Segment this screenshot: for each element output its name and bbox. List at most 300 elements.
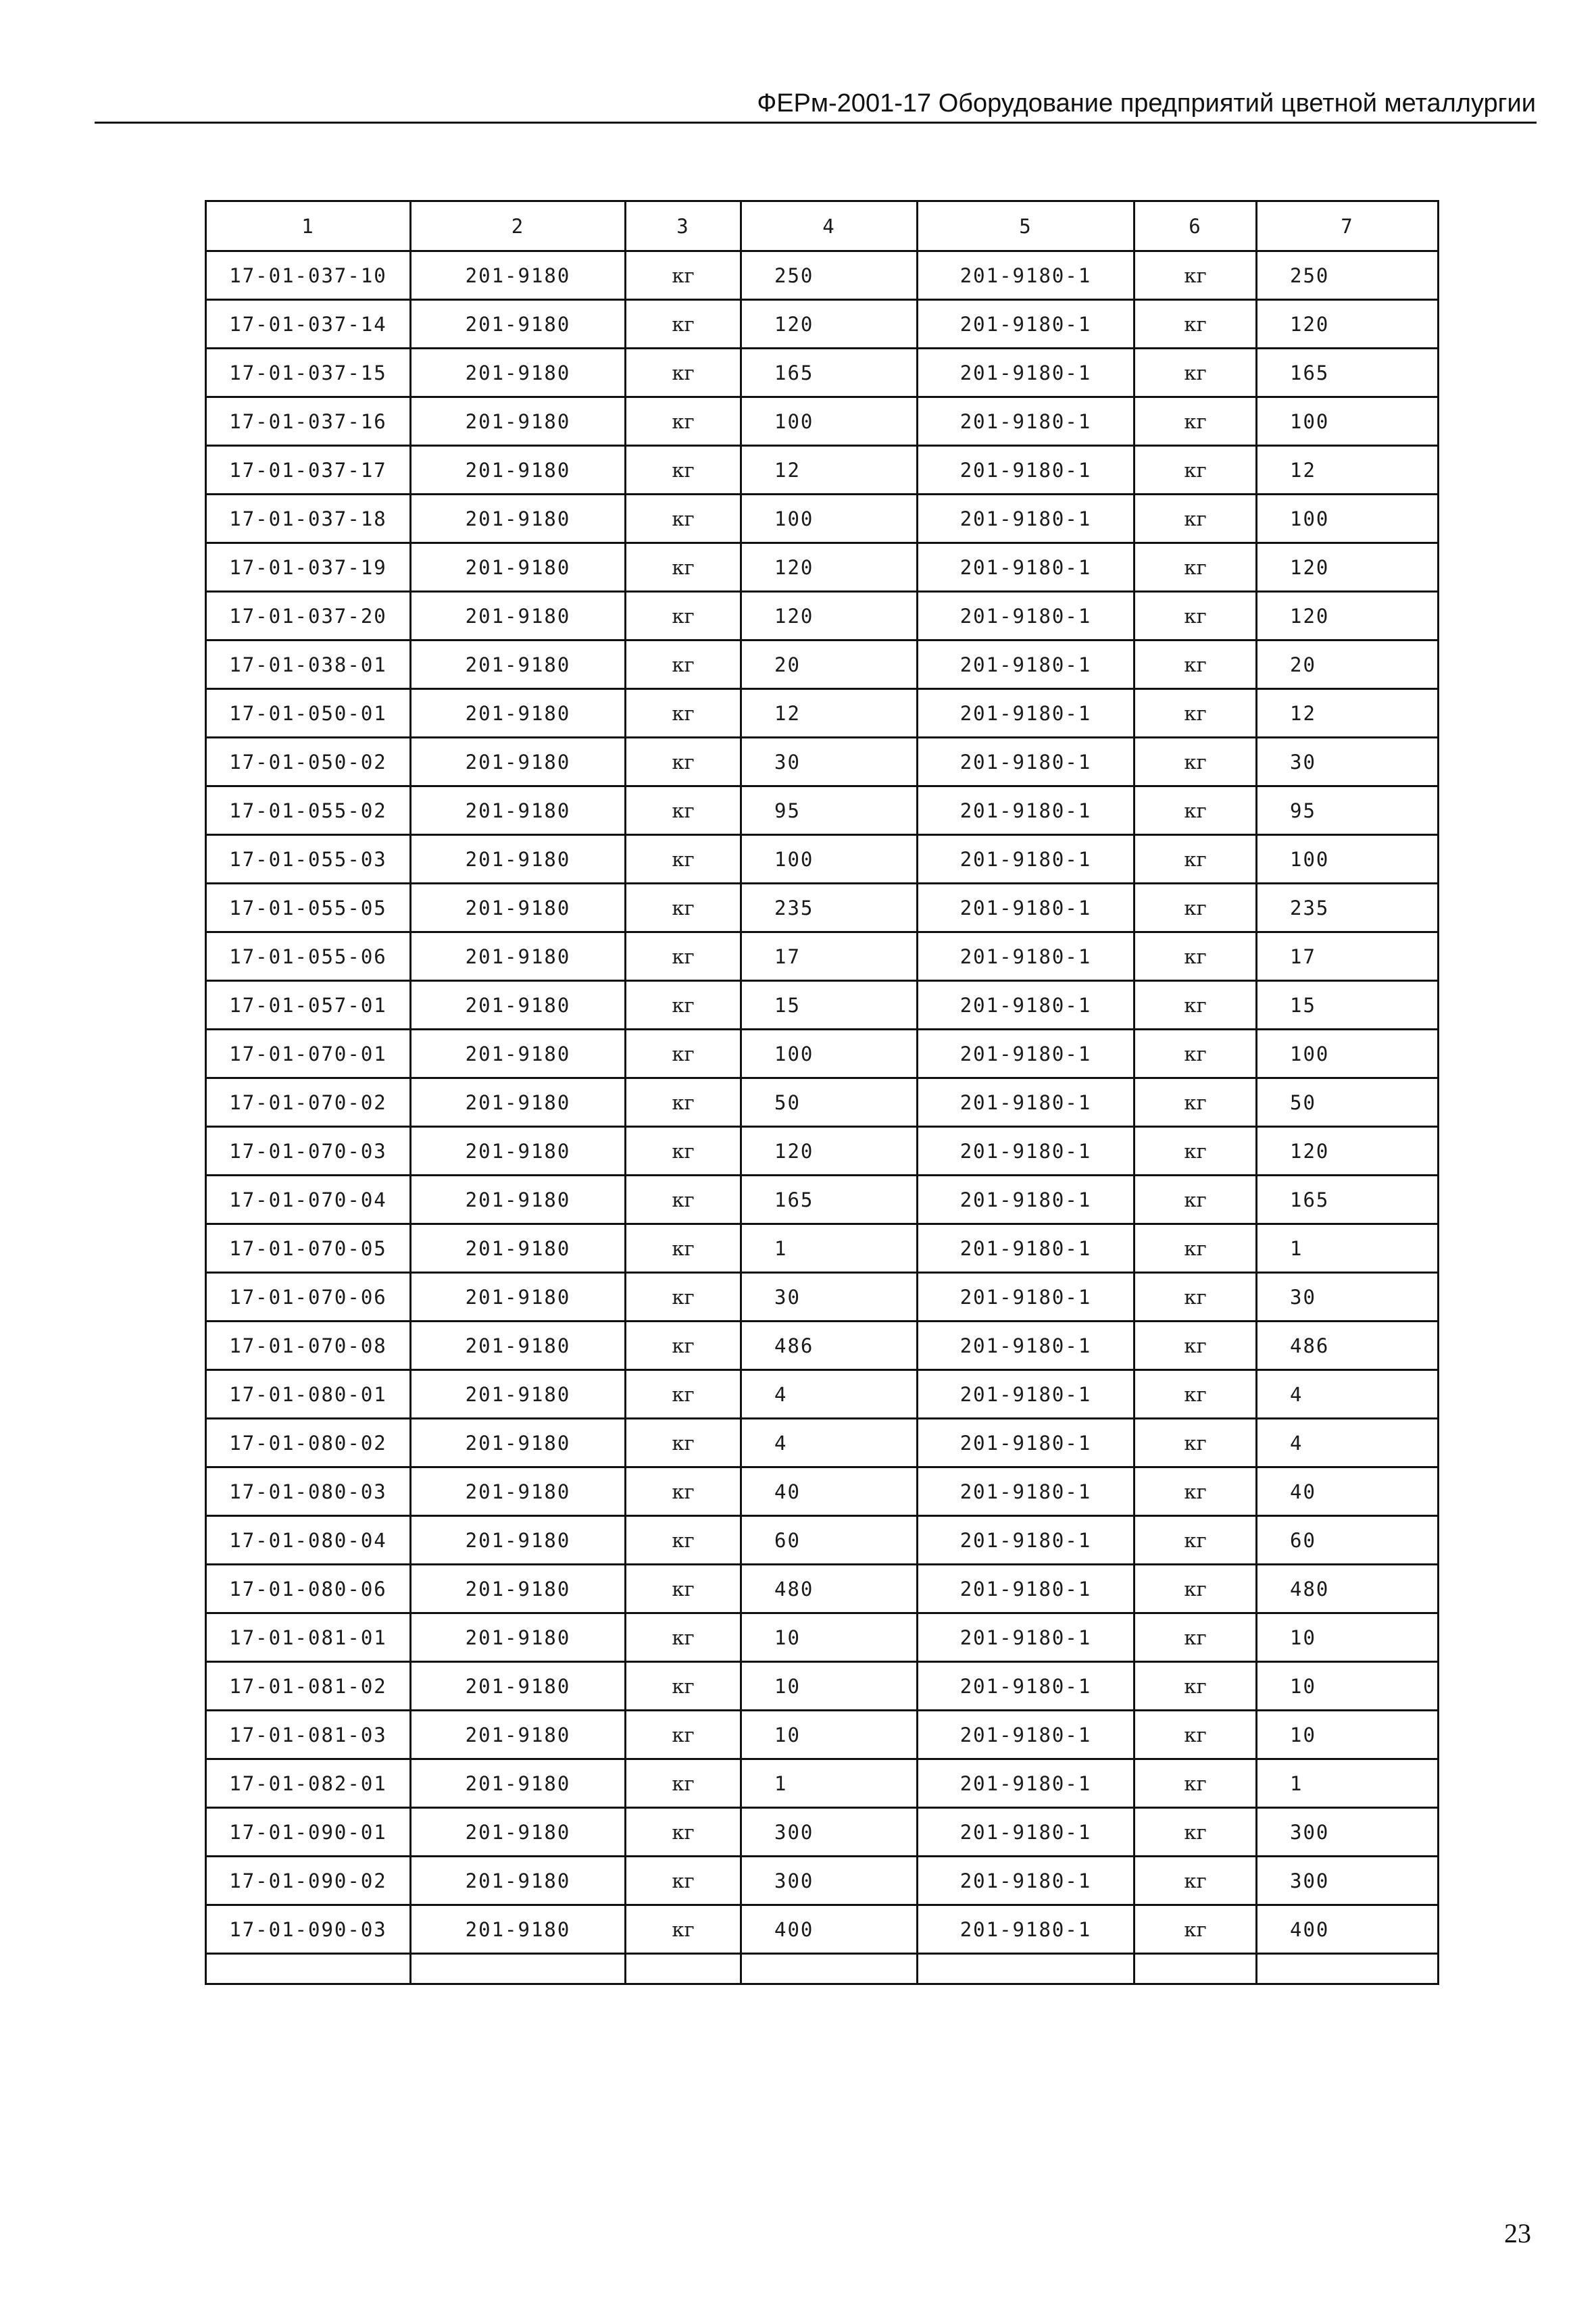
- unit-cell: кг: [626, 1565, 741, 1613]
- replacement-code-cell: 201-9180-1: [918, 592, 1134, 640]
- quantity-cell: 165: [741, 1176, 918, 1224]
- column-header: 7: [1257, 201, 1439, 251]
- table-row: [206, 884, 1439, 932]
- replacement-quantity-cell: 4: [1257, 1370, 1439, 1419]
- table-row: [206, 543, 1439, 592]
- resource-code-cell: 201-9180: [411, 932, 626, 981]
- replacement-quantity-cell: 250: [1257, 251, 1439, 300]
- unit-cell: кг: [626, 1759, 741, 1808]
- replacement-quantity-cell: 100: [1257, 1030, 1439, 1078]
- replacement-quantity-cell: 100: [1257, 495, 1439, 543]
- resource-code-cell: 201-9180: [411, 689, 626, 738]
- header-rule: [95, 122, 1537, 124]
- quantity-cell: 400: [741, 1905, 918, 1954]
- resource-code-cell: 201-9180: [411, 1905, 626, 1954]
- replacement-unit-cell: кг: [1134, 932, 1257, 981]
- replacement-quantity-cell: 120: [1257, 300, 1439, 349]
- unit-cell: кг: [626, 592, 741, 640]
- replacement-quantity-cell: 300: [1257, 1857, 1439, 1905]
- replacement-quantity-cell: 30: [1257, 1273, 1439, 1322]
- code-cell: 17-01-070-02: [206, 1078, 411, 1127]
- replacement-code-cell: 201-9180-1: [918, 1370, 1134, 1419]
- column-header: 5: [918, 201, 1134, 251]
- table-row: [206, 1857, 1439, 1905]
- quantity-cell: 17: [741, 932, 918, 981]
- unit-cell: кг: [626, 1905, 741, 1954]
- resource-code-cell: 201-9180: [411, 543, 626, 592]
- column-header: 3: [626, 201, 741, 251]
- quantity-cell: 30: [741, 1273, 918, 1322]
- quantity-cell: 4: [741, 1419, 918, 1467]
- replacement-unit-cell: кг: [1134, 1176, 1257, 1224]
- quantity-cell: 10: [741, 1711, 918, 1759]
- replacement-quantity-cell: 100: [1257, 835, 1439, 884]
- resource-code-cell: 201-9180: [411, 1127, 626, 1176]
- quantity-cell: 12: [741, 446, 918, 495]
- replacement-quantity-cell: 30: [1257, 738, 1439, 786]
- table-row: [206, 1565, 1439, 1613]
- code-cell: 17-01-070-01: [206, 1030, 411, 1078]
- code-cell: 17-01-070-03: [206, 1127, 411, 1176]
- replacement-unit-cell: кг: [1134, 592, 1257, 640]
- unit-cell: кг: [626, 1808, 741, 1857]
- replacement-quantity-cell: 165: [1257, 349, 1439, 397]
- column-header: 2: [411, 201, 626, 251]
- quantity-cell: 1: [741, 1224, 918, 1273]
- unit-cell: кг: [626, 543, 741, 592]
- code-cell: 17-01-037-18: [206, 495, 411, 543]
- replacement-quantity-cell: 480: [1257, 1565, 1439, 1613]
- replacement-code-cell: 201-9180-1: [918, 397, 1134, 446]
- resource-code-cell: 201-9180: [411, 1370, 626, 1419]
- page-number: 23: [1504, 2218, 1531, 2248]
- resource-code-cell: 201-9180: [411, 592, 626, 640]
- replacement-code-cell: 201-9180-1: [918, 1613, 1134, 1662]
- replacement-code-cell: 201-9180-1: [918, 1273, 1134, 1322]
- resource-code-cell: 201-9180: [411, 251, 626, 300]
- replacement-unit-cell: кг: [1134, 1905, 1257, 1954]
- replacement-quantity-cell: 235: [1257, 884, 1439, 932]
- replacement-quantity-cell: 17: [1257, 932, 1439, 981]
- quantity-cell: 250: [741, 251, 918, 300]
- replacement-quantity-cell: 1: [1257, 1224, 1439, 1273]
- code-cell: 17-01-070-04: [206, 1176, 411, 1224]
- code-cell: 17-01-037-20: [206, 592, 411, 640]
- replacement-code-cell: 201-9180-1: [918, 1808, 1134, 1857]
- quantity-cell: 50: [741, 1078, 918, 1127]
- quantity-cell: 120: [741, 592, 918, 640]
- table-row: [206, 1905, 1439, 1954]
- replacement-code-cell: 201-9180-1: [918, 1565, 1134, 1613]
- resource-code-cell: 201-9180: [411, 1613, 626, 1662]
- code-cell: 17-01-080-04: [206, 1516, 411, 1565]
- unit-cell: кг: [626, 1662, 741, 1711]
- table-row: [206, 932, 1439, 981]
- replacement-unit-cell: кг: [1134, 835, 1257, 884]
- code-cell: 17-01-080-01: [206, 1370, 411, 1419]
- resource-code-cell: 201-9180: [411, 1662, 626, 1711]
- replacement-code-cell: 201-9180-1: [918, 1419, 1134, 1467]
- unit-cell: кг: [626, 349, 741, 397]
- quantity-cell: 40: [741, 1467, 918, 1516]
- table-row: [206, 1322, 1439, 1370]
- table-row: [206, 1613, 1439, 1662]
- replacement-quantity-cell: 12: [1257, 446, 1439, 495]
- unit-cell: кг: [626, 300, 741, 349]
- replacement-quantity-cell: 120: [1257, 592, 1439, 640]
- unit-cell: кг: [626, 1078, 741, 1127]
- code-cell: 17-01-038-01: [206, 640, 411, 689]
- replacement-quantity-cell: 10: [1257, 1711, 1439, 1759]
- quantity-cell: 20: [741, 640, 918, 689]
- code-cell: 17-01-055-05: [206, 884, 411, 932]
- replacement-code-cell: 201-9180-1: [918, 1176, 1134, 1224]
- quantity-cell: 300: [741, 1808, 918, 1857]
- resource-code-cell: 201-9180: [411, 1176, 626, 1224]
- unit-cell: кг: [626, 397, 741, 446]
- data-table: [205, 200, 1439, 1985]
- table-row: [206, 349, 1439, 397]
- replacement-unit-cell: кг: [1134, 738, 1257, 786]
- replacement-quantity-cell: 486: [1257, 1322, 1439, 1370]
- quantity-cell: 10: [741, 1613, 918, 1662]
- empty-cell: [1134, 1954, 1257, 1984]
- replacement-quantity-cell: 60: [1257, 1516, 1439, 1565]
- replacement-unit-cell: кг: [1134, 1467, 1257, 1516]
- resource-code-cell: 201-9180: [411, 1322, 626, 1370]
- table-row: [206, 835, 1439, 884]
- table-row: [206, 1808, 1439, 1857]
- unit-cell: кг: [626, 1516, 741, 1565]
- replacement-code-cell: 201-9180-1: [918, 495, 1134, 543]
- unit-cell: кг: [626, 1419, 741, 1467]
- unit-cell: кг: [626, 1322, 741, 1370]
- replacement-unit-cell: кг: [1134, 251, 1257, 300]
- quantity-cell: 120: [741, 543, 918, 592]
- replacement-code-cell: 201-9180-1: [918, 1516, 1134, 1565]
- replacement-unit-cell: кг: [1134, 981, 1257, 1030]
- resource-code-cell: 201-9180: [411, 1224, 626, 1273]
- unit-cell: кг: [626, 835, 741, 884]
- quantity-cell: 100: [741, 397, 918, 446]
- replacement-code-cell: 201-9180-1: [918, 1224, 1134, 1273]
- unit-cell: кг: [626, 1176, 741, 1224]
- replacement-code-cell: 201-9180-1: [918, 689, 1134, 738]
- resource-code-cell: 201-9180: [411, 1565, 626, 1613]
- resource-code-cell: 201-9180: [411, 738, 626, 786]
- table-row: [206, 1273, 1439, 1322]
- code-cell: 17-01-037-10: [206, 251, 411, 300]
- code-cell: 17-01-055-02: [206, 786, 411, 835]
- resource-code-cell: 201-9180: [411, 1711, 626, 1759]
- unit-cell: кг: [626, 1711, 741, 1759]
- code-cell: 17-01-055-03: [206, 835, 411, 884]
- column-header: 6: [1134, 201, 1257, 251]
- table-row: [206, 592, 1439, 640]
- replacement-unit-cell: кг: [1134, 1273, 1257, 1322]
- unit-cell: кг: [626, 251, 741, 300]
- quantity-cell: 4: [741, 1370, 918, 1419]
- code-cell: 17-01-070-05: [206, 1224, 411, 1273]
- resource-code-cell: 201-9180: [411, 1808, 626, 1857]
- unit-cell: кг: [626, 1224, 741, 1273]
- replacement-unit-cell: кг: [1134, 349, 1257, 397]
- table-row: [206, 738, 1439, 786]
- table-row: [206, 689, 1439, 738]
- quantity-cell: 60: [741, 1516, 918, 1565]
- replacement-unit-cell: кг: [1134, 1808, 1257, 1857]
- replacement-code-cell: 201-9180-1: [918, 1322, 1134, 1370]
- page-header-title: ФЕРм-2001-17 Оборудование предприятий цветной металлургии: [757, 89, 1536, 118]
- replacement-code-cell: 201-9180-1: [918, 1127, 1134, 1176]
- code-cell: 17-01-081-03: [206, 1711, 411, 1759]
- unit-cell: кг: [626, 786, 741, 835]
- table-row: [206, 640, 1439, 689]
- quantity-cell: 12: [741, 689, 918, 738]
- quantity-cell: 165: [741, 349, 918, 397]
- table-row: [206, 300, 1439, 349]
- replacement-unit-cell: кг: [1134, 689, 1257, 738]
- replacement-code-cell: 201-9180-1: [918, 932, 1134, 981]
- replacement-unit-cell: кг: [1134, 1078, 1257, 1127]
- unit-cell: кг: [626, 1613, 741, 1662]
- replacement-code-cell: 201-9180-1: [918, 1905, 1134, 1954]
- quantity-cell: 15: [741, 981, 918, 1030]
- replacement-code-cell: 201-9180-1: [918, 835, 1134, 884]
- code-cell: 17-01-037-16: [206, 397, 411, 446]
- replacement-unit-cell: кг: [1134, 1030, 1257, 1078]
- quantity-cell: 486: [741, 1322, 918, 1370]
- replacement-quantity-cell: 120: [1257, 543, 1439, 592]
- unit-cell: кг: [626, 1127, 741, 1176]
- replacement-quantity-cell: 100: [1257, 397, 1439, 446]
- code-cell: 17-01-082-01: [206, 1759, 411, 1808]
- empty-cell: [918, 1954, 1134, 1984]
- replacement-code-cell: 201-9180-1: [918, 1662, 1134, 1711]
- resource-code-cell: 201-9180: [411, 1516, 626, 1565]
- replacement-code-cell: 201-9180-1: [918, 446, 1134, 495]
- table-row: [206, 1176, 1439, 1224]
- unit-cell: кг: [626, 446, 741, 495]
- replacement-quantity-cell: 4: [1257, 1419, 1439, 1467]
- resource-code-cell: 201-9180: [411, 1273, 626, 1322]
- quantity-cell: 95: [741, 786, 918, 835]
- quantity-cell: 100: [741, 835, 918, 884]
- resource-code-cell: 201-9180: [411, 1759, 626, 1808]
- code-cell: 17-01-090-03: [206, 1905, 411, 1954]
- replacement-code-cell: 201-9180-1: [918, 1711, 1134, 1759]
- replacement-quantity-cell: 10: [1257, 1613, 1439, 1662]
- resource-code-cell: 201-9180: [411, 835, 626, 884]
- replacement-unit-cell: кг: [1134, 1516, 1257, 1565]
- replacement-unit-cell: кг: [1134, 1127, 1257, 1176]
- unit-cell: кг: [626, 932, 741, 981]
- replacement-quantity-cell: 15: [1257, 981, 1439, 1030]
- quantity-cell: 100: [741, 495, 918, 543]
- resource-code-cell: 201-9180: [411, 1419, 626, 1467]
- table-header-row: [206, 201, 1439, 251]
- replacement-code-cell: 201-9180-1: [918, 738, 1134, 786]
- unit-cell: кг: [626, 738, 741, 786]
- replacement-quantity-cell: 300: [1257, 1808, 1439, 1857]
- quantity-cell: 120: [741, 1127, 918, 1176]
- replacement-quantity-cell: 120: [1257, 1127, 1439, 1176]
- empty-cell: [626, 1954, 741, 1984]
- table-row: [206, 446, 1439, 495]
- quantity-cell: 300: [741, 1857, 918, 1905]
- unit-cell: кг: [626, 1273, 741, 1322]
- code-cell: 17-01-050-02: [206, 738, 411, 786]
- resource-code-cell: 201-9180: [411, 1078, 626, 1127]
- code-cell: 17-01-081-02: [206, 1662, 411, 1711]
- unit-cell: кг: [626, 640, 741, 689]
- code-cell: 17-01-081-01: [206, 1613, 411, 1662]
- replacement-unit-cell: кг: [1134, 640, 1257, 689]
- replacement-code-cell: 201-9180-1: [918, 1857, 1134, 1905]
- quantity-cell: 100: [741, 1030, 918, 1078]
- replacement-code-cell: 201-9180-1: [918, 1030, 1134, 1078]
- column-header: 1: [206, 201, 411, 251]
- quantity-cell: 120: [741, 300, 918, 349]
- replacement-quantity-cell: 10: [1257, 1662, 1439, 1711]
- unit-cell: кг: [626, 1467, 741, 1516]
- resource-code-cell: 201-9180: [411, 300, 626, 349]
- empty-cell: [206, 1954, 411, 1984]
- quantity-cell: 1: [741, 1759, 918, 1808]
- replacement-code-cell: 201-9180-1: [918, 300, 1134, 349]
- resource-code-cell: 201-9180: [411, 495, 626, 543]
- table-row: [206, 397, 1439, 446]
- replacement-unit-cell: кг: [1134, 1419, 1257, 1467]
- resource-code-cell: 201-9180: [411, 397, 626, 446]
- code-cell: 17-01-037-14: [206, 300, 411, 349]
- table-row: [206, 1370, 1439, 1419]
- replacement-unit-cell: кг: [1134, 884, 1257, 932]
- replacement-code-cell: 201-9180-1: [918, 1078, 1134, 1127]
- code-cell: 17-01-037-17: [206, 446, 411, 495]
- table-row: [206, 1467, 1439, 1516]
- replacement-code-cell: 201-9180-1: [918, 1467, 1134, 1516]
- code-cell: 17-01-080-06: [206, 1565, 411, 1613]
- table-row: [206, 251, 1439, 300]
- empty-cell: [411, 1954, 626, 1984]
- replacement-quantity-cell: 50: [1257, 1078, 1439, 1127]
- unit-cell: кг: [626, 495, 741, 543]
- unit-cell: кг: [626, 1030, 741, 1078]
- replacement-unit-cell: кг: [1134, 495, 1257, 543]
- code-cell: 17-01-080-03: [206, 1467, 411, 1516]
- table-row: [206, 1078, 1439, 1127]
- replacement-unit-cell: кг: [1134, 786, 1257, 835]
- resource-code-cell: 201-9180: [411, 884, 626, 932]
- table-row: [206, 1759, 1439, 1808]
- replacement-quantity-cell: 400: [1257, 1905, 1439, 1954]
- table-row: [206, 786, 1439, 835]
- table-row: [206, 1030, 1439, 1078]
- replacement-quantity-cell: 20: [1257, 640, 1439, 689]
- code-cell: 17-01-070-08: [206, 1322, 411, 1370]
- unit-cell: кг: [626, 689, 741, 738]
- quantity-cell: 30: [741, 738, 918, 786]
- replacement-code-cell: 201-9180-1: [918, 349, 1134, 397]
- empty-cell: [1257, 1954, 1439, 1984]
- quantity-cell: 480: [741, 1565, 918, 1613]
- resource-code-cell: 201-9180: [411, 981, 626, 1030]
- unit-cell: кг: [626, 1857, 741, 1905]
- replacement-quantity-cell: 40: [1257, 1467, 1439, 1516]
- replacement-code-cell: 201-9180-1: [918, 543, 1134, 592]
- table-row: [206, 1419, 1439, 1467]
- quantity-cell: 10: [741, 1662, 918, 1711]
- replacement-unit-cell: кг: [1134, 1613, 1257, 1662]
- replacement-code-cell: 201-9180-1: [918, 1759, 1134, 1808]
- table-row: [206, 1224, 1439, 1273]
- replacement-code-cell: 201-9180-1: [918, 981, 1134, 1030]
- table-blank-row: [206, 1954, 1439, 1984]
- code-cell: 17-01-057-01: [206, 981, 411, 1030]
- table-row: [206, 1127, 1439, 1176]
- resource-code-cell: 201-9180: [411, 1030, 626, 1078]
- table-row: [206, 1711, 1439, 1759]
- replacement-code-cell: 201-9180-1: [918, 786, 1134, 835]
- quantity-cell: 235: [741, 884, 918, 932]
- replacement-unit-cell: кг: [1134, 1662, 1257, 1711]
- replacement-code-cell: 201-9180-1: [918, 640, 1134, 689]
- code-cell: 17-01-090-02: [206, 1857, 411, 1905]
- replacement-unit-cell: кг: [1134, 446, 1257, 495]
- replacement-quantity-cell: 165: [1257, 1176, 1439, 1224]
- replacement-quantity-cell: 1: [1257, 1759, 1439, 1808]
- empty-cell: [741, 1954, 918, 1984]
- resource-code-cell: 201-9180: [411, 1467, 626, 1516]
- resource-code-cell: 201-9180: [411, 640, 626, 689]
- replacement-unit-cell: кг: [1134, 1857, 1257, 1905]
- resource-code-cell: 201-9180: [411, 1857, 626, 1905]
- replacement-unit-cell: кг: [1134, 300, 1257, 349]
- replacement-unit-cell: кг: [1134, 1224, 1257, 1273]
- replacement-unit-cell: кг: [1134, 543, 1257, 592]
- replacement-code-cell: 201-9180-1: [918, 251, 1134, 300]
- resource-code-cell: 201-9180: [411, 446, 626, 495]
- replacement-quantity-cell: 12: [1257, 689, 1439, 738]
- resource-code-cell: 201-9180: [411, 786, 626, 835]
- code-cell: 17-01-050-01: [206, 689, 411, 738]
- replacement-unit-cell: кг: [1134, 1759, 1257, 1808]
- replacement-quantity-cell: 95: [1257, 786, 1439, 835]
- data-table-container: [205, 200, 1437, 1985]
- table-row: [206, 495, 1439, 543]
- replacement-unit-cell: кг: [1134, 1370, 1257, 1419]
- unit-cell: кг: [626, 884, 741, 932]
- table-row: [206, 1516, 1439, 1565]
- code-cell: 17-01-070-06: [206, 1273, 411, 1322]
- code-cell: 17-01-055-06: [206, 932, 411, 981]
- unit-cell: кг: [626, 1370, 741, 1419]
- replacement-code-cell: 201-9180-1: [918, 884, 1134, 932]
- code-cell: 17-01-037-15: [206, 349, 411, 397]
- replacement-unit-cell: кг: [1134, 1711, 1257, 1759]
- table-row: [206, 1662, 1439, 1711]
- table-row: [206, 981, 1439, 1030]
- replacement-unit-cell: кг: [1134, 1322, 1257, 1370]
- column-header: 4: [741, 201, 918, 251]
- replacement-unit-cell: кг: [1134, 397, 1257, 446]
- code-cell: 17-01-037-19: [206, 543, 411, 592]
- unit-cell: кг: [626, 981, 741, 1030]
- replacement-unit-cell: кг: [1134, 1565, 1257, 1613]
- resource-code-cell: 201-9180: [411, 349, 626, 397]
- code-cell: 17-01-080-02: [206, 1419, 411, 1467]
